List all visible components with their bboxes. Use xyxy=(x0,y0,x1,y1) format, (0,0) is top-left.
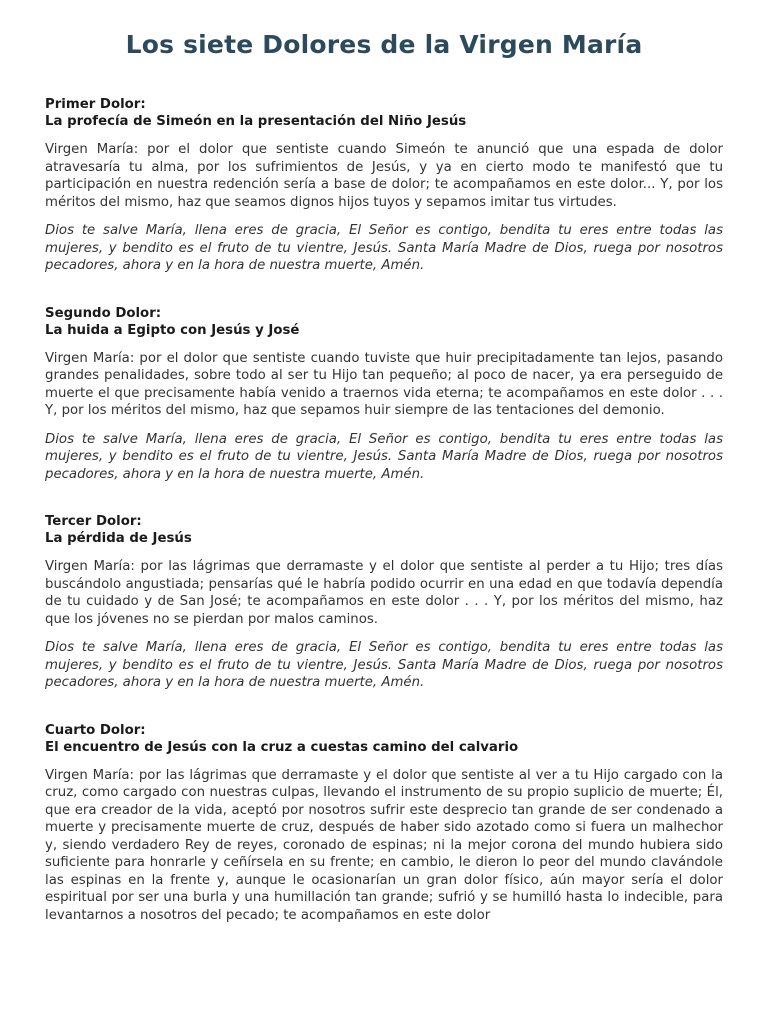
section-segundo-dolor xyxy=(45,305,723,484)
section-heading xyxy=(45,96,723,130)
sections-list xyxy=(45,96,723,924)
section-subtitle: La pérdida de Jesús xyxy=(45,531,192,546)
section-label: Tercer Dolor: xyxy=(45,514,142,529)
section-text: Virgen María: por el dolor que sentiste cuando Simeón te anunció que una espada de dolor atravesaría tu alma, por los sufrimientos de Jesús, y ya en cierto modo te manifestó que tu participación en nuestra redención sería a base de dolor; te acompañamos en este dolor... Y, por los méritos del mismo, haz que seamos dignos hijos tuyos y sepamos imitar tus virtudes. xyxy=(45,142,723,210)
section-text: Virgen María: por las lágrimas que derramaste y el dolor que sentiste al ver a tu Hijo cargado con la cruz, como cargado con nuestras culpas, llevando el instrumento de su propio suplicio de muerte; Él, que era creador de la vida, aceptó por nosotros sufrir este desprecio tan grande de ser condenado a muerte y precisamente muerte de cruz, después de haber sido azotado como si fuera un malhechor y, siendo verdadero Rey de reyes, coronado de espinas; ni la mejor corona del mundo hubiera sido suficiente para honrarle y ceñírsela en su frente; en cambio, le dieron lo peor del mundo clavándole las espinas en la frente y, aunque le ocasionarían un gran dolor físico, aún mayor sería el dolor espiritual por ser una burla y una humillación tan grande; sufrió y se humilló hasta lo indecible, para levantarnos a nosotros del pecado; te acompañamos en este dolor xyxy=(45,767,723,923)
section-subtitle: La huida a Egipto con Jesús y José xyxy=(45,322,300,338)
section-subtitle: El encuentro de Jesús con la cruz a cuestas camino del calvario xyxy=(45,739,519,755)
section-label: Primer Dolor: xyxy=(45,97,146,112)
section-heading xyxy=(45,513,723,547)
section-tercer-dolor xyxy=(45,513,723,692)
section-cuarto-dolor xyxy=(45,722,723,925)
section-label: Segundo Dolor: xyxy=(45,305,162,321)
page-title: Los siete Dolores de la Virgen María xyxy=(125,30,643,59)
section-primer-dolor xyxy=(45,96,723,275)
section-prayer: Dios te salve María, llena eres de gracia, El Señor es contigo, bendita tu eres entre todas las mujeres, y bendito es el fruto de tu vientre, Jesús. Santa María Madre de Dios, ruega por nosotros pecadores, ahora y en la hora de nuestra muerte, Amén. xyxy=(45,640,723,690)
section-label: Cuarto Dolor: xyxy=(45,722,146,738)
section-heading xyxy=(45,305,723,339)
section-text: Virgen María: por el dolor que sentiste cuando tuviste que huir precipitadamente tan lejos, pasando grandes penalidades, sobre todo al ser tu Hijo tan pequeño; al poco de nacer, ya era perseguido de muerte el que precisamente había venido a traernos vida eterna; te acompañamos en este dolor . . . Y, por los méritos del mismo, haz que sepamos huir siempre de las tentaciones del demonio. xyxy=(45,350,723,418)
section-prayer: Dios te salve María, llena eres de gracia, El Señor es contigo, bendita tu eres entre todas las mujeres, y bendito es el fruto de tu vientre, Jesús. Santa María Madre de Dios, ruega por nosotros pecadores, ahora y en la hora de nuestra muerte, Amén. xyxy=(45,431,723,482)
section-heading xyxy=(45,722,723,756)
section-subtitle: La profecía de Simeón en la presentación del Niño Jesús xyxy=(45,114,467,129)
section-text: Virgen María: por las lágrimas que derramaste y el dolor que sentiste al perder a tu Hijo; tres días buscándolo angustiada; pensarías qué le habría podido ocurrir en una edad en que todavía dependía de tu cuidado y de San José; te acompañamos en este dolor . . . Y, por los méritos del mismo, haz que los jóvenes no se pierdan por malos caminos. xyxy=(45,559,723,627)
section-prayer: Dios te salve María, llena eres de gracia, El Señor es contigo, bendita tu eres entre todas las mujeres, y bendito es el fruto de tu vientre, Jesús. Santa María Madre de Dios, ruega por nosotros pecadores, ahora y en la hora de nuestra muerte, Amén. xyxy=(45,223,723,273)
